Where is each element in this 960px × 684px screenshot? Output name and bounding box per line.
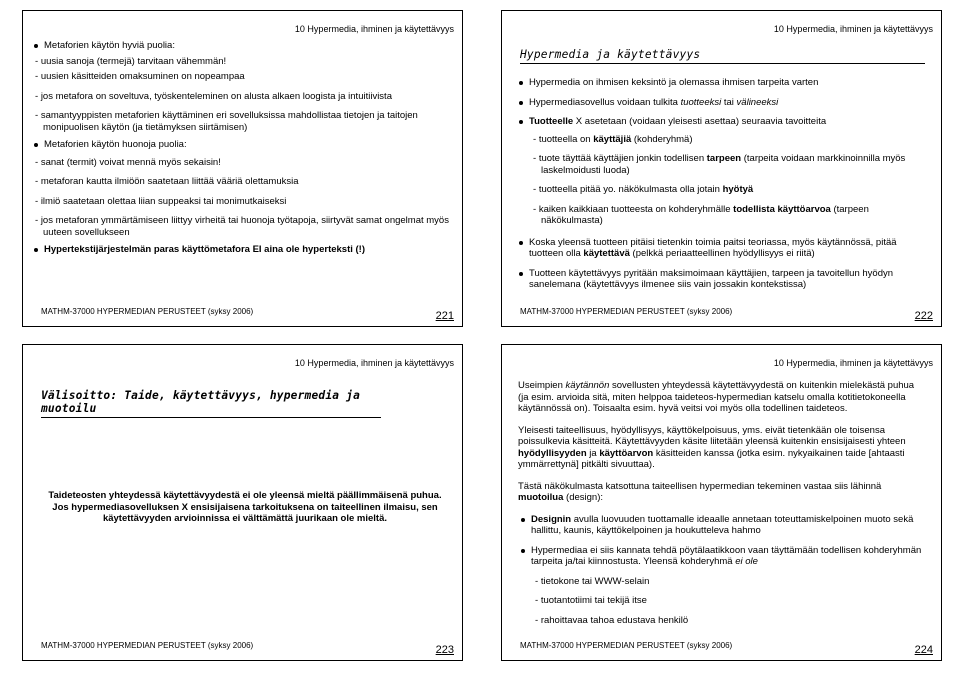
list-item: Hypermedia on ihmisen keksintö ja olemassa ihmisen tarpeita varten: [516, 77, 930, 89]
slide-header: 10 Hypermedia, ihminen ja käytettävyys: [294, 24, 454, 34]
list-item: - uusia sanoja (termejä) tarvitaan vähemmän!: [35, 55, 227, 67]
slide-body-text: Taideteosten yhteydessä käytettävyydestä ei ole yleensä mieltä päällimmäisenä puhua. Jos hypermediasovelluksen X ensisijaisena tarkoituksena on taiteellinen ilmaisu, sen käytettävyyden arvioinnissa ei välttämättä juurikaan ole mieltä.: [48, 490, 442, 524]
list-item: - tuotteella pitää yo. näkökulmasta olla jotain hyötyä: [533, 184, 754, 195]
list-item: Hypermediaa ei siis kannata tehdä pöytälaatikkoon vaan täyttämään todellisen kohderyhmän tarpeita ja/tai kiinnostusta. Yleensä kohderyhmä ei ole: [518, 545, 926, 568]
list-item: - samantyyppisten metaforien käyttäminen eri sovelluksissa mahdollistaa tietojen ja taitojen monipuolisen käytön (ja tietämyksen siirtämisen): [35, 110, 418, 133]
page-number: 221: [435, 310, 454, 322]
slide-title: Välisoitto: Taide, käytettävyys, hypermedia ja muotoilu: [41, 389, 381, 418]
list-item: Tuotteen käytettävyys pyritään maksimoimaan käyttäjien, tarpeen ja tavoitellun hyödyn sanelemana (käytettävyys ilmenee siis vain jossakin kontekstissa): [516, 268, 930, 291]
slide-body: [516, 77, 930, 291]
list-item: Hypermediasovellus voidaan tulkita tuotteeksi tai välineeksi: [516, 97, 930, 109]
list-item: - ilmiö saatetaan olettaa liian suppeaksi tai monimutkaiseksi: [35, 195, 287, 207]
page-number: 222: [914, 310, 933, 322]
list-item: - jos metaforan ymmärtämiseen liittyy virheitä tai huonoja työtapoja, siirtyvät samat ongelmat myös uuteen sovellukseen: [35, 215, 449, 238]
list-item: - jos metafora on soveltuva, työskenteleminen on alusta alkaen loogista ja intuitiivista: [35, 90, 392, 102]
slide-title: Hypermedia ja käytettävyys: [520, 48, 925, 64]
list-item: - tuotteella on käyttäjiä (kohderyhmä): [533, 133, 693, 145]
list-item: Koska yleensä tuotteen pitäisi tietenkin toimia paitsi teoriassa, myös käytännössä, pitää tuotteen olla käytettävä (pelkkä periaatteellinen hyödyllisyys ei riitä): [516, 237, 930, 260]
list-item: Metaforien käytön huonoja puolia:: [31, 139, 451, 151]
page-number: 223: [435, 644, 454, 656]
list-item: Hypertekstijärjestelmän paras käyttömetafora EI aina ole hyperteksti (!): [31, 244, 451, 256]
slide-header: 10 Hypermedia, ihminen ja käytettävyys: [773, 24, 933, 34]
slide-body: [518, 380, 926, 626]
slide-221: [22, 10, 463, 327]
slide-footer: MATHM-37000 HYPERMEDIAN PERUSTEET (syksy 2006): [520, 307, 733, 316]
paragraph: Yleisesti taiteellisuus, hyödyllisyys, käyttökelpoisuus, yms. eivät tietenkään ole toisensa poissulkevia käsitteitä. Käytettävyyden käsite liitetään yleensä kuitenkin ensisijaisesti yhteen hyödyllisyyden ja käyttöarvon käsitteiden kanssa (jotka esim. nykyaikainen taide [ahtaasti ymmärrettynä] pitkälti sivuuttaa).: [518, 424, 906, 470]
list-item: - uusien käsitteiden omaksuminen on nopeampaa: [35, 71, 245, 82]
slide-223: [22, 344, 463, 661]
slide-footer: MATHM-37000 HYPERMEDIAN PERUSTEET (syksy 2006): [41, 641, 254, 650]
slide-222: [501, 10, 942, 327]
paragraph: Tästä näkökulmasta katsottuna taiteellisen hypermedian tekeminen vastaa siis lähinnä muotoilua (design):: [518, 480, 882, 503]
slide-header: 10 Hypermedia, ihminen ja käytettävyys: [773, 358, 933, 368]
slide-body: [31, 40, 451, 256]
slide-footer: MATHM-37000 HYPERMEDIAN PERUSTEET (syksy 2006): [520, 641, 733, 650]
slide-footer: MATHM-37000 HYPERMEDIAN PERUSTEET (syksy 2006): [41, 307, 254, 316]
list-item: - kaiken kaikkiaan tuotteesta on kohderyhmälle todellista käyttöarvoa (tarpeen näkökulmasta): [533, 203, 869, 226]
list-item: - metaforan kautta ilmiöön saatetaan liittää vääriä olettamuksia: [35, 176, 299, 187]
list-item: - tuotantotiimi tai tekijä itse: [535, 595, 647, 606]
paragraph: Useimpien käytännön sovellusten yhteydessä käytettävyydestä on kuitenkin mielekästä puhua (ja esim. arvioida sitä, miten helppoa taideteos-hypermedian katselu omalla kotitietokoneella käytännössä on). Toisaalta esim. hyvä veitsi voi myös olla todellinen taideteos.: [518, 380, 915, 414]
list-item: Tuotteelle X asetetaan (voidaan yleisesti asettaa) seuraavia tavoitteita: [516, 116, 930, 128]
slide-224: [501, 344, 942, 661]
page-number: 224: [914, 644, 933, 656]
list-item: - tuote täyttää käyttäjien jonkin todellisen tarpeen (tarpeita voidaan markkinoinnilla myös laskelmoidusti luoda): [533, 153, 906, 176]
list-item: - tietokone tai WWW-selain: [535, 575, 650, 587]
list-item: - rahoittavaa tahoa edustava henkilö: [535, 614, 689, 626]
list-item: Metaforien käytön hyviä puolia:: [31, 40, 451, 52]
list-item: - sanat (termit) voivat mennä myös sekaisin!: [35, 156, 221, 168]
slide-header: 10 Hypermedia, ihminen ja käytettävyys: [294, 358, 454, 368]
list-item: Designin avulla luovuuden tuottamalle ideaalle annetaan toteuttamiskelpoinen muoto sekä hallittu, kaunis, käyttökelpoinen ja houkutteleva hahmo: [518, 514, 926, 537]
